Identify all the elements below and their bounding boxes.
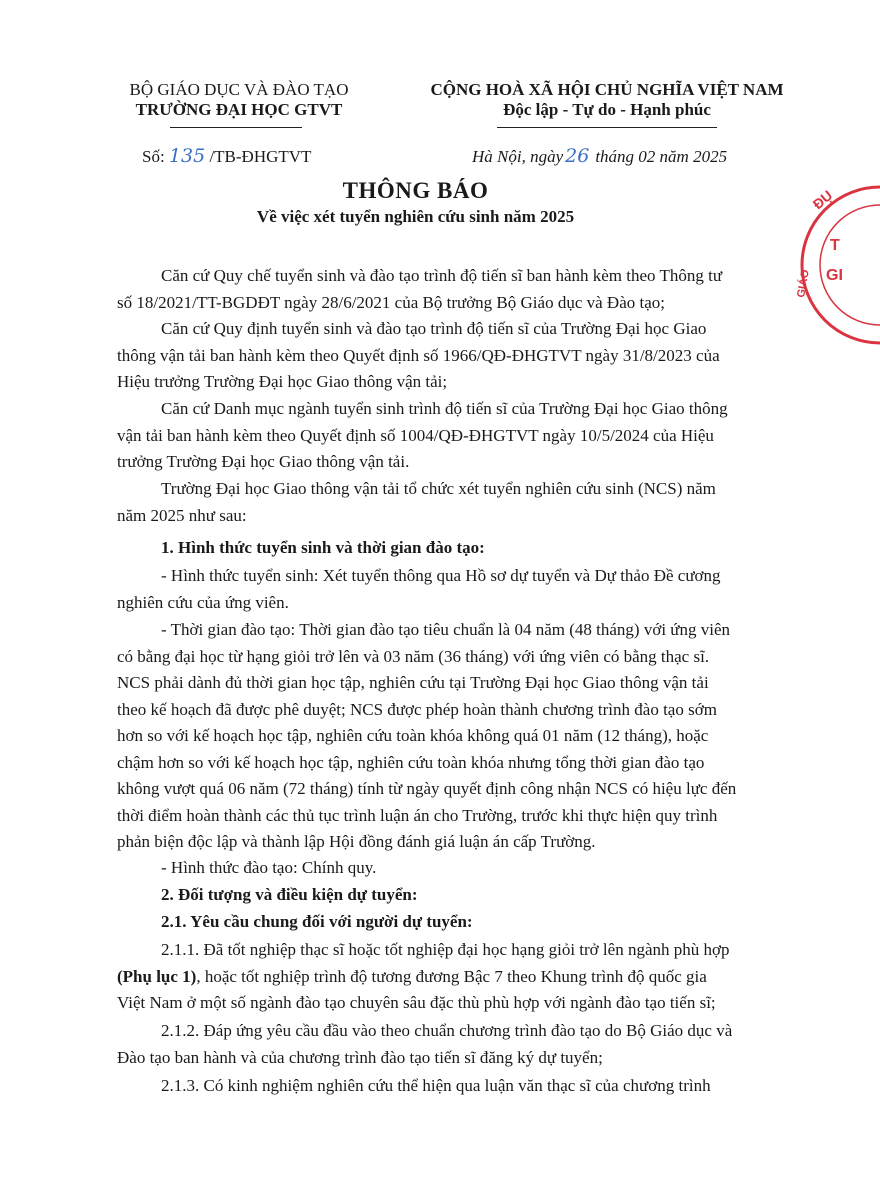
text-line: thời điểm hoàn thành các thủ tục trình luận án cho Trường, trước khi thực hiện quy trình xyxy=(117,805,718,825)
paragraph-2-1-3 xyxy=(117,1073,765,1100)
text-line: vận tải ban hành kèm theo Quyết định số 1004/QĐ-ĐHGTVT ngày 10/5/2024 của Hiệu xyxy=(117,425,714,445)
paragraph-legal-basis-1 xyxy=(117,263,765,316)
heading-text: 2. Đối tượng và điều kiện dự tuyển: xyxy=(161,885,418,904)
seal-text-2: T xyxy=(830,237,840,254)
text-line: theo kế hoạch đã được phê duyệt; NCS được phép hoàn thành chương trình đào tạo sớm xyxy=(117,699,717,719)
paragraph-legal-basis-3 xyxy=(117,396,765,476)
text-line xyxy=(117,964,765,991)
country-name: CỘNG HOÀ XÃ HỘI CHỦ NGHĨA VIỆT NAM xyxy=(430,80,784,99)
text-line: Đào tạo ban hành và của chương trình đào tạo tiến sĩ đăng ký dự tuyển; xyxy=(117,1047,603,1067)
number-prefix: Số: xyxy=(142,147,165,166)
number-suffix: /TB-ĐHGTVT xyxy=(209,147,312,166)
text-line: Căn cứ Danh mục ngành tuyển sinh trình độ tiến sĩ của Trường Đại học Giao thông xyxy=(161,399,728,418)
text-line: - Thời gian đào tạo: Thời gian đào tạo tiêu chuẩn là 04 năm (48 tháng) với ứng viên xyxy=(161,620,731,639)
text-line: Trường Đại học Giao thông vận tải tổ chức xét tuyển nghiên cứu sinh (NCS) năm xyxy=(161,479,716,498)
appendix-reference: (Phụ lục 1) xyxy=(117,966,197,986)
text-line: chậm hơn so với kế hoạch học tập, nghiên cứu toàn khóa nhưng tổng thời gian đào tạo xyxy=(117,752,705,772)
motto: Độc lập - Tự do - Hạnh phúc xyxy=(503,100,711,119)
section-heading-2 xyxy=(117,882,765,909)
paragraph-2-1-1 xyxy=(117,937,765,1017)
text-line: số 18/2021/TT-BGDĐT ngày 28/6/2021 của Bộ trưởng Bộ Giáo dục và Đào tạo; xyxy=(117,292,665,312)
text-line: Việt Nam ở một số ngành đào tạo chuyên sâu đặc thù phù hợp với ngành đào tạo tiến sĩ; xyxy=(117,993,716,1012)
seal-text-1: ĐỤ xyxy=(809,187,836,213)
heading-text: 1. Hình thức tuyển sinh và thời gian đào tạo: xyxy=(161,538,485,557)
text-fragment: , hoặc tốt nghiệp trình độ tương đương Bậc 7 theo Khung trình độ quốc gia xyxy=(196,966,707,986)
section-heading-2-1 xyxy=(117,909,765,936)
document-number xyxy=(142,145,311,167)
section-heading-1 xyxy=(117,535,765,562)
date-prefix: Hà Nội, ngày xyxy=(472,147,564,166)
handwritten-number: 135 xyxy=(168,145,206,167)
seal-text-4: GIÁO xyxy=(795,268,812,299)
text-line: thông vận tải ban hành kèm theo Quyết định số 1966/QĐ-ĐHGTVT ngày 31/8/2023 của xyxy=(117,345,720,365)
text-line: năm 2025 như sau: xyxy=(117,505,247,525)
heading-text: 2.1. Yêu cầu chung đối với người dự tuyển: xyxy=(161,912,473,931)
text-line: - Hình thức đào tạo: Chính quy. xyxy=(161,858,377,877)
paragraph-legal-basis-2 xyxy=(117,316,765,396)
seal-text-3: GI xyxy=(826,267,843,284)
text-line: trưởng Trường Đại học Giao thông vận tải. xyxy=(117,452,410,471)
paragraph-training-duration xyxy=(117,617,765,856)
document-subtitle: Về việc xét tuyển nghiên cứu sinh năm 2025 xyxy=(256,207,575,226)
paragraph-admission-form xyxy=(117,563,765,616)
text-line: Căn cứ Quy chế tuyển sinh và đào tạo trình độ tiến sĩ ban hành kèm theo Thông tư xyxy=(161,266,723,285)
text-line: phản biện độc lập và thành lập Hội đồng đánh giá luận án cấp Trường. xyxy=(117,832,596,851)
handwritten-day: 26 xyxy=(565,145,590,167)
document-date xyxy=(472,145,727,167)
text-line: Hiệu trưởng Trường Đại học Giao thông vận tải; xyxy=(117,372,448,391)
paragraph-intro xyxy=(117,476,765,529)
ministry-name: BỘ GIÁO DỤC VÀ ĐÀO TẠO xyxy=(129,80,349,99)
text-line: hơn so với kế hoạch học tập, nghiên cứu toàn khóa không quá 01 năm (12 tháng), hoặc xyxy=(117,726,709,745)
text-line: - Hình thức tuyển sinh: Xét tuyển thông qua Hồ sơ dự tuyển và Dự thảo Đề cương xyxy=(161,566,721,585)
paragraph-training-mode xyxy=(117,855,765,882)
text-line: có bằng đại học từ hạng giỏi trở lên và 03 năm (36 tháng) với ứng viên có bằng thạc sĩ. xyxy=(117,646,710,666)
text-line: Căn cứ Quy định tuyển sinh và đào tạo trình độ tiến sĩ của Trường Đại học Giao xyxy=(161,319,707,338)
text-line: không vượt quá 06 năm (72 tháng) tính từ ngày quyết định công nhận NCS có hiệu lực đến xyxy=(117,779,737,798)
text-line: 2.1.3. Có kinh nghiệm nghiên cứu thể hiện qua luận văn thạc sĩ của chương trình xyxy=(161,1076,711,1095)
document-title: THÔNG BÁO xyxy=(342,178,489,203)
official-seal xyxy=(790,180,880,350)
text-line: nghiên cứu của ứng viên. xyxy=(117,592,289,612)
date-suffix: tháng 02 năm 2025 xyxy=(595,147,728,166)
university-name: TRƯỜNG ĐẠI HỌC GTVT xyxy=(135,100,343,119)
text-line: NCS phải dành đủ thời gian học tập, nghiên cứu tại Trường Đại học Giao thông vận tải xyxy=(117,673,709,692)
text-line: 2.1.1. Đã tốt nghiệp thạc sĩ hoặc tốt nghiệp đại học hạng giỏi trở lên ngành phù hợp xyxy=(161,940,730,959)
paragraph-2-1-2 xyxy=(117,1018,765,1071)
motto-underline xyxy=(497,127,717,128)
text-line: 2.1.2. Đáp ứng yêu cầu đầu vào theo chuẩn chương trình đào tạo do Bộ Giáo dục và xyxy=(161,1021,733,1040)
university-underline xyxy=(170,127,302,128)
